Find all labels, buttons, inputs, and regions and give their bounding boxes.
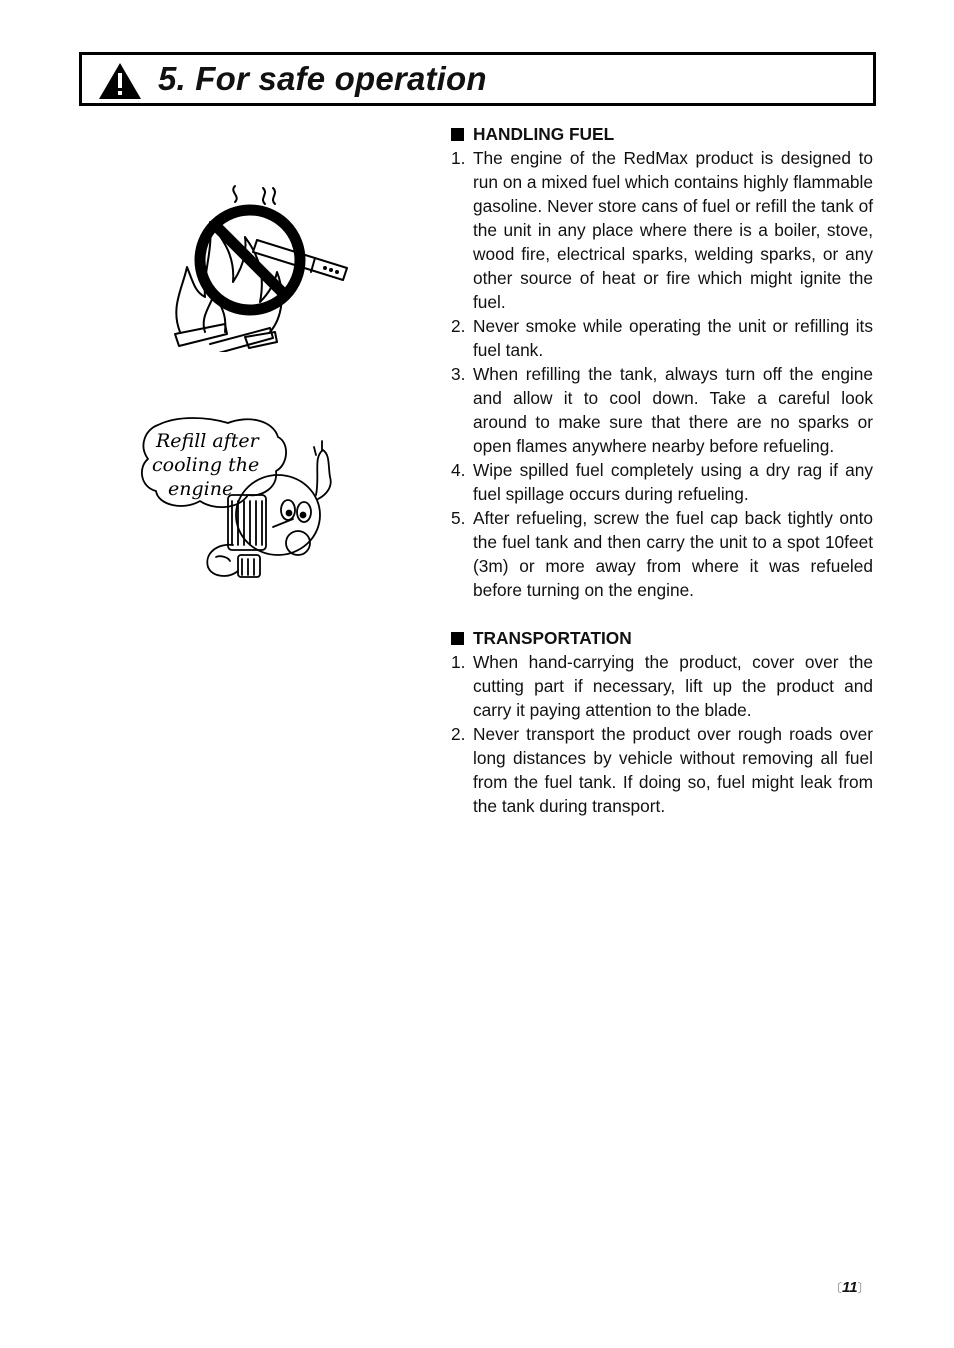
bubble-text-line-1: Refill after (156, 430, 259, 452)
list-item: 4. Wipe spilled fuel completely using a dry rag if any fuel spillage occurs during refueling. (451, 460, 873, 504)
page-number: 〔11〕 (830, 1279, 870, 1296)
bubble-text-line-3: engine (168, 478, 234, 500)
list-item: 2. Never smoke while operating the unit or refilling its fuel tank. (451, 316, 873, 360)
refill-after-cooling-illustration (138, 415, 333, 587)
bubble-text-line-2: cooling the (152, 454, 260, 476)
page-title: 5. For safe operation (158, 60, 487, 97)
list-item: 1. When hand-carrying the product, cover over the cutting part if necessary, lift up the product and carry it paying attention to the blade. (451, 652, 873, 720)
square-bullet-icon (451, 128, 464, 141)
section-title-box (79, 52, 876, 106)
warning-triangle-icon (98, 62, 142, 100)
handling-fuel-list (451, 146, 873, 602)
no-smoking-fire-icon (165, 182, 355, 352)
list-item: 3. When refilling the tank, always turn off the engine and allow it to cool down. Take a careful look around to make sure that there are no sparks or open flames anywhere nearby before refueling. (451, 364, 873, 456)
section-heading-handling-fuel: HANDLING FUEL (451, 122, 873, 146)
square-bullet-icon (451, 632, 464, 645)
list-item: 1. The engine of the RedMax product is designed to run on a mixed fuel which contains highly flammable gasoline. Never store cans of fuel or refill the tank of the unit in any place where there is a boiler, stove, wood fire, electrical sparks, welding sparks, or any other source of heat or fire which might ignite the fuel. (451, 148, 873, 312)
list-item: 5. After refueling, screw the fuel cap back tightly onto the fuel tank and then carry the unit to a spot 10feet (3m) or more away from where it was refueled before turning on the engine. (451, 508, 873, 600)
instructions-column (451, 122, 873, 818)
transportation-list (451, 650, 873, 818)
list-item: 2. Never transport the product over rough roads over long distances by vehicle without removing all fuel from the fuel tank. If doing so, fuel might leak from the tank during transport. (451, 724, 873, 816)
section-heading-transportation: TRANSPORTATION (451, 626, 873, 650)
